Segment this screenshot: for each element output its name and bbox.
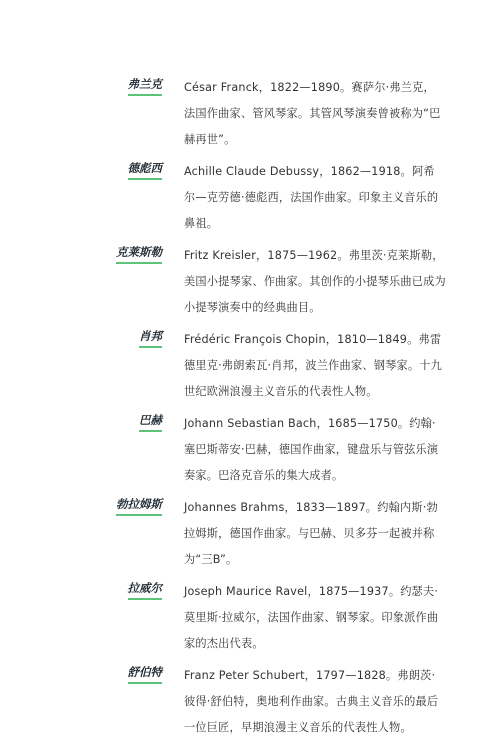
- glossary-term: 弗兰克: [128, 76, 163, 92]
- term-underline: [139, 430, 162, 432]
- glossary-entry: [0, 323, 498, 407]
- glossary-term: 巴赫: [139, 412, 162, 428]
- term-underline: [116, 514, 162, 516]
- glossary-definition: César Franck，1822—1890。赛萨尔·弗兰克，法国作曲家、管风琴家。其管风琴演奏曾被称为“巴赫再世”。: [184, 81, 441, 146]
- glossary-entry: [0, 491, 498, 575]
- glossary-entry: [0, 239, 498, 323]
- term-underline: [139, 346, 162, 348]
- glossary-definition: Joseph Maurice Ravel，1875—1937。约瑟夫·莫里斯·拉威尔，法国作曲家、钢琴家。印象派作曲家的杰出代表。: [184, 585, 439, 650]
- glossary-entry: [0, 155, 498, 239]
- glossary-entry: [0, 71, 498, 155]
- glossary-definition: Johannes Brahms，1833—1897。约翰内斯·勃拉姆斯，德国作曲家。与巴赫、贝多芬一起被并称为“三B”。: [184, 501, 438, 566]
- glossary-definition: Johann Sebastian Bach，1685—1750。约翰·塞巴斯蒂安·巴赫，德国作曲家，键盘乐与管弦乐演奏家。巴洛克音乐的集大成者。: [184, 417, 439, 482]
- glossary-term: 克莱斯勒: [116, 244, 162, 260]
- glossary-term: 德彪西: [128, 160, 163, 176]
- glossary-entry: [0, 575, 498, 659]
- glossary-term: 肖邦: [139, 328, 162, 344]
- glossary-term: 舒伯特: [128, 664, 163, 680]
- term-underline: [128, 178, 163, 180]
- term-underline: [128, 94, 163, 96]
- glossary-definition: Frédéric François Chopin，1810—1849。弗雷德里克·弗朗索瓦·肖邦，波兰作曲家、钢琴家。十九世纪欧洲浪漫主义音乐的代表性人物。: [184, 333, 443, 398]
- glossary-definition: Fritz Kreisler，1875—1962。弗里茨·克莱斯勒，美国小提琴家、作曲家。其创作的小提琴乐曲已成为小提琴演奏中的经典曲目。: [184, 249, 446, 314]
- term-underline: [128, 682, 163, 684]
- glossary-term: 勃拉姆斯: [116, 496, 162, 512]
- glossary-entry: [0, 407, 498, 491]
- glossary-entry: [0, 659, 498, 743]
- glossary-term: 拉威尔: [128, 580, 163, 596]
- term-underline: [128, 598, 163, 600]
- glossary-definition: Achille Claude Debussy，1862—1918。阿希尔—克劳德·德彪西，法国作曲家。印象主义音乐的鼻祖。: [184, 165, 439, 230]
- term-underline: [116, 262, 162, 264]
- glossary-list: [0, 71, 498, 743]
- glossary-definition: Franz Peter Schubert，1797—1828。弗朗茨·彼得·舒伯特，奥地利作曲家。古典主义音乐的最后一位巨匠，早期浪漫主义音乐的代表性人物。: [184, 669, 439, 734]
